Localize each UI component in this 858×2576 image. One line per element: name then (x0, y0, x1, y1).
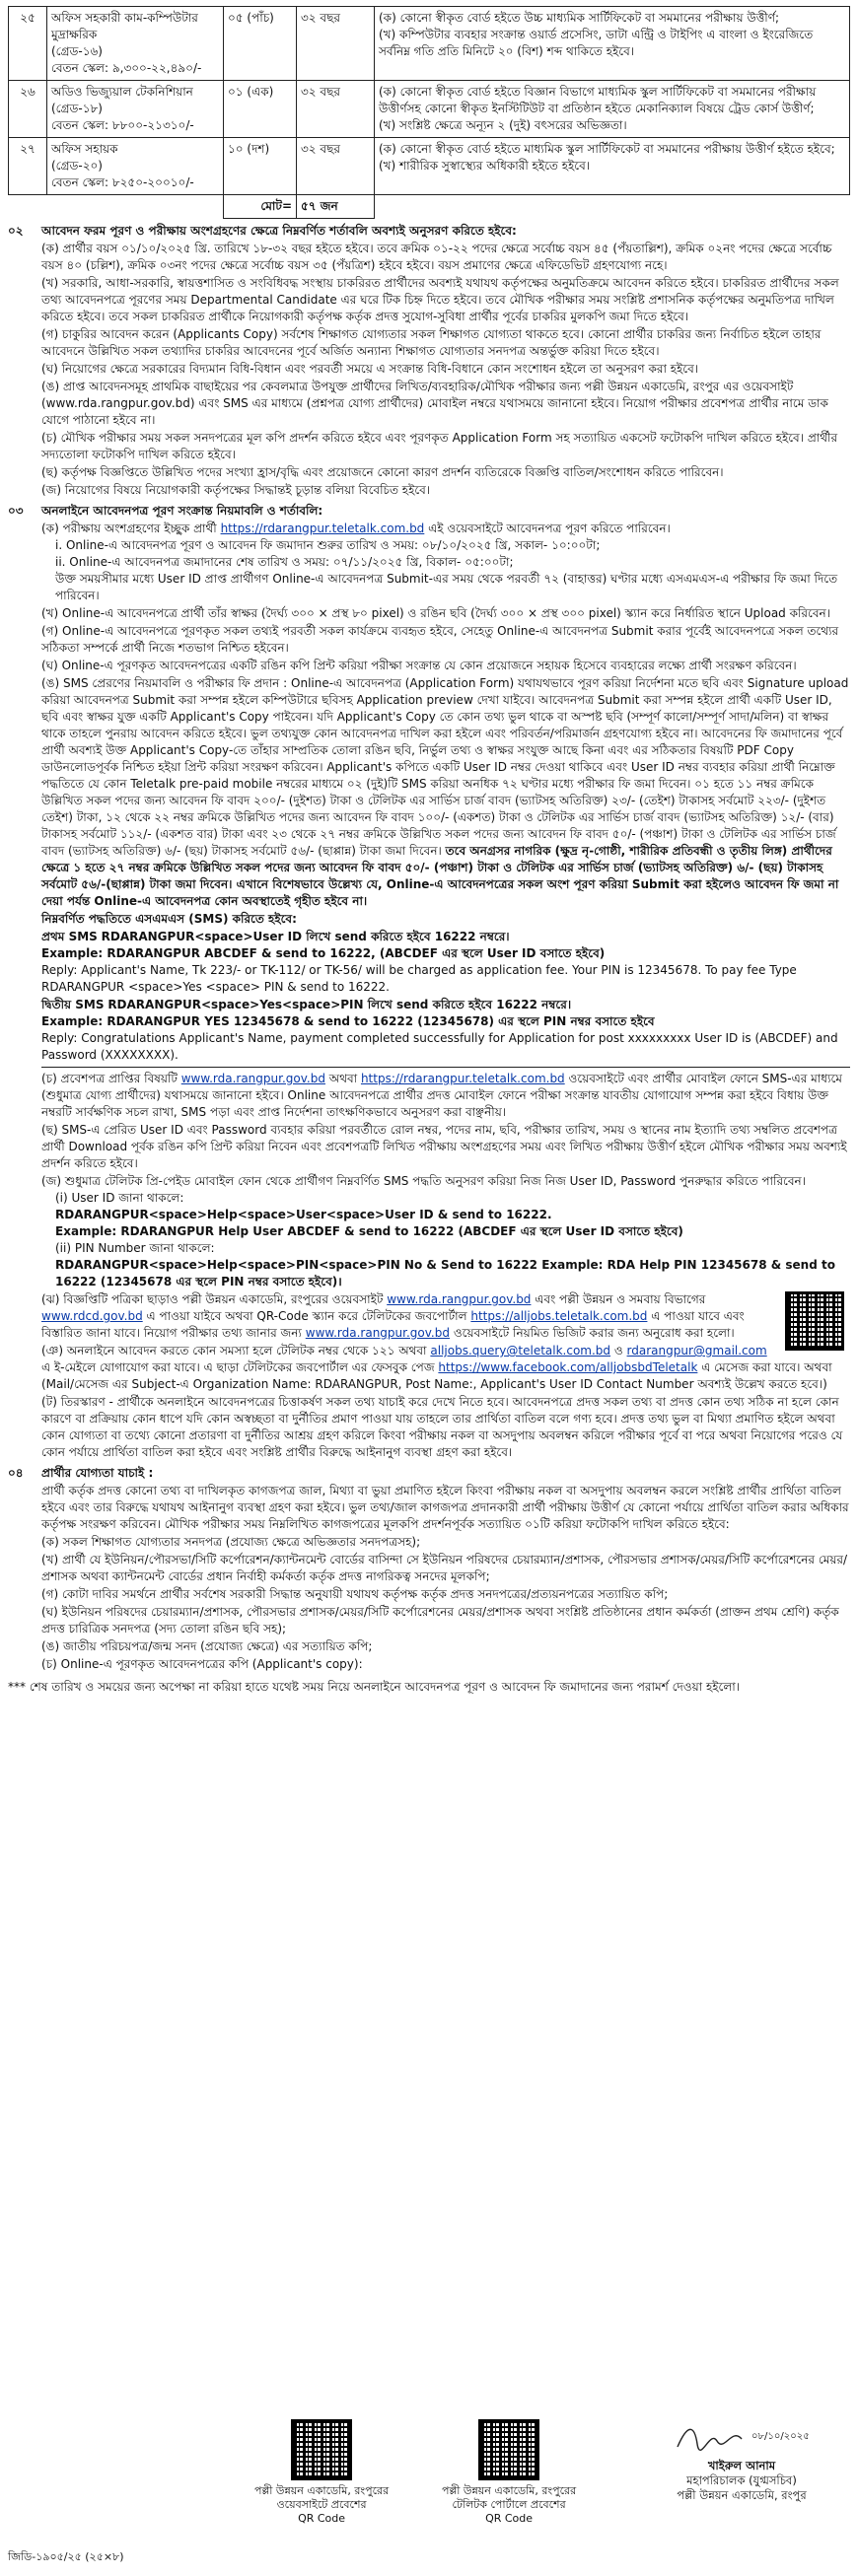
post-count: ১০ (দশ) (224, 138, 297, 195)
post-qualification (375, 7, 850, 81)
section-number: ০৩ (8, 504, 24, 518)
post-grade: (গ্রেড-১৬) (51, 44, 103, 58)
post-age: ৩২ বছর (297, 7, 375, 81)
list-item: (জ) শুধুমাত্র টেলিটক প্রি-পেইড মোবাইল ফোন থেকে প্রার্থীগণ নিম্নবর্ণিত SMS পদ্ধতি অনুসরণ করিয়া নিজ নিজ User ID, Password পুনরুদ্ধার করিতে পারিবেন। (i) User ID জানা থাকলে: RDARANGPUR<space>Help<space>User<space>User ID & send to 16222. Example: RDARANGPUR Help User ABCDEF & send to 16222 (ABCDEF এর স্থলে User ID বসাতে হইবে) (ii) PIN Number জানা থাকলে: RDARANGPUR<space>Help<space>PIN<space>PIN No & Send to 16222 Example: RDA Help PIN 12345678 & send to 16222 (12345678 এর স্থলে PIN নম্বর বসাতে হইবে)। (41, 1173, 850, 1290)
total-row (9, 195, 850, 219)
post-sl: ২৬ (9, 81, 47, 138)
teletalk-link[interactable]: https://rdarangpur.teletalk.com.bd (220, 522, 425, 535)
list-item: (ঙ) প্রাপ্ত আবেদনসমূহ প্রাথমিক বাছাইয়ের পর কেবলমাত্র উপযুক্ত প্রার্থীদের লিখিত/ব্যবহারিক/মৌখিক পরীক্ষার জন্য পল্লী উন্নয়ন একাডেমি, রংপুর এর ওয়েবসাইট (www.rda.rangpur.gov.bd) এবং SMS এর মাধ্যমে (প্রশ্নপত্র যোগ্য প্রার্থীদের) মোবাইল নম্বরে যথাসময়ে জানানো হইবে। নিয়োগ পরীক্ষার প্রবেশপত্র প্রার্থীর নামে ডাক যোগে পাঠানো হইবে না। (41, 380, 828, 427)
list-item: (চ) প্রবেশপত্র প্রাপ্তির বিষয়টি www.rda.rangpur.gov.bd অথবা https://rdarangpur.teletalk.com.bd ওয়েবসাইটে এবং প্রার্থীর মোবাইল ফোনে SMS-এর মাধ্যমে (শুধুমাত্র যোগ্য প্রার্থীদের) যথাসময়ে জানানো হইবে। Online আবেদনপত্রে প্রার্থীর প্রদত্ত মোবাইল ফোনে পরীক্ষা সংক্রান্ত যাবতীয় যোগাযোগ সম্পন্ন করা হইবে বিধায় উক্ত নম্বরটি সার্বক্ষণিক সচল রাখা, SMS পড়া এবং প্রাপ্ত নির্দেশনা তাৎক্ষণিকভাবে অনুসরণ করা বাঞ্ছনীয়। (41, 1072, 842, 1119)
list-item: (ঘ) ইউনিয়ন পরিষদের চেয়ারম্যান/প্রশাসক, পৌরসভার প্রশাসক/মেয়র/সিটি কর্পোরেশনের মেয়র/প্রশাসক অথবা সংশ্লিষ্ট প্রতিষ্ঠানের প্রধান কর্মকর্তা (প্রাক্তন প্রথম শ্রেণি) কর্তৃক প্রদত্ত চারিত্রিক সনদপত্র (সদ্য তোলা রঙিন ছবি সহ); (41, 1605, 839, 1636)
reference-number: জিডি-১৯০৫/২৫ (২৫×৮) (8, 2550, 124, 2563)
post-age: ৩২ বছর (297, 138, 375, 195)
table-row (9, 138, 850, 195)
rdcd-website-link[interactable]: www.rdcd.gov.bd (41, 1309, 143, 1323)
list-item: (ক) পরীক্ষায় অংশগ্রহণের ইচ্ছুক প্রার্থী https://rdarangpur.teletalk.com.bd এই ওয়েবসাইটে আবেদনপত্র পূরণ করিতে পারিবেন। i. Online-এ আবেদনপত্র পূরণ ও আবেদন ফি জমাদান শুরুর তারিখ ও সময়: ০৮/১০/২০২৫ খ্রি, সকাল- ১০:০০টা; ii. Online-এ আবেদনপত্র জমাদানের শেষ তারিখ ও সময়: ০৭/১১/২০২৫ খ্রি, বিকাল- ০৫:০০টা; উক্ত সময়সীমার মধ্যে User ID প্রাপ্ত প্রার্থীগণ Online-এ আবেদনপত্র Submit-এর সময় থেকে পরবর্তী ৭২ (বাহাত্তর) ঘণ্টার মধ্যে এসএমএস-এ পরীক্ষার ফি জমা দিতে পারিবেন। (41, 521, 850, 604)
teletalk-link[interactable]: https://rdarangpur.teletalk.com.bd (360, 1072, 565, 1085)
post-count: ০৫ (পাঁচ) (224, 7, 297, 81)
facebook-link[interactable]: https://www.facebook.com/alljobsbdTeletalk (438, 1360, 698, 1374)
table-row (9, 7, 850, 81)
list-item: (ক) প্রার্থীর বয়স ০১/১০/২০২৫ খ্রি. তারিখে ১৮-৩২ বছর হইতে হইবে। তবে ক্রমিক ০১-২২ পদের ক্ষেত্রে সর্বোচ্চ বয়স ৪৫ (পঁয়তাল্লিশ), ক্রমিক ০২নং পদের ক্ষেত্রে সর্বোচ্চ বয়স ৪০ (চল্লিশ), ক্রমিক ০৩নং পদের ক্ষেত্রে সর্বোচ্চ বয়স ৩৫ (পঁয়ত্রিশ) হইবে হইবে। বয়স প্রমাণের ক্ষেত্রে এফিডেভিট গ্রহণযোগ্য নহে। (41, 242, 832, 272)
list-item: (ঘ) নিয়োগের ক্ষেত্রে সরকারের বিদ্যমান বিধি-বিধান এবং পরবর্তী সময়ে এ সংক্রান্ত বিধি-বিধানে কোন সংশোধন হইলে তা অনুসরণ করা হইবে। (41, 362, 699, 376)
list-item: (খ) সরকারি, আধা-সরকারি, স্বায়ত্তশাসিত ও সংবিধিবদ্ধ সংস্থায় চাকরিরত প্রার্থীদের অবশ্যই যথাযথ কর্তৃপক্ষের অনুমতিক্রমে আবেদন করিতে হইবে। চাকরিরত প্রার্থীদের সকল তথ্য আবেদনপত্রে পূরণের সময় Departmental Candidate এর ঘরে টিক চিহ্ন দিতে হইবে। তবে মৌখিক পরীক্ষার সময় সংশ্লিষ্ট প্রশাসনিক কর্তৃপক্ষের অনুমতিপত্র দাখিল করিতে হইবে। তবে সকল চাকরিরত প্রার্থীকে নিয়োগকারী কর্তৃপক্ষ কর্তৃক প্রদত্ত সুযোগ-সুবিধা প্রার্থীর পূর্বের চাকরির মুলকপি জমা দিতে হইবে। (41, 276, 839, 323)
post-title-cell (47, 81, 224, 138)
final-note: *** শেষ তারিখ ও সময়ের জন্য অপেক্ষা না করিয়া হাতে যথেষ্ট সময় নিয়ে অনলাইনে আবেদনপত্র পূরণ ও আবেদন ফি জমাদানের জন্য পরামর্শ দেওয়া হইলো। (8, 1680, 741, 1694)
qr-website-block: পল্লী উন্নয়ন একাডেমি, রংপুরের ওয়েবসাইটে প্রবেশের QR Code (254, 2419, 389, 2526)
post-title-cell (47, 138, 224, 195)
post-pay: বেতন স্কেল: ৮৮০০-২১৩১০/- (51, 118, 194, 132)
qual-item: (ক) কোনো স্বীকৃত বোর্ড হইতে বিজ্ঞান বিভাগে মাধ্যমিক স্কুল সার্টিফিকেট বা সমমানের পরীক্ষায় উত্তীর্ণসহ কোনো স্বীকৃত ইনস্টিটিউট বা প্রতিষ্ঠান হইতে মেকানিক্যাল বিষয়ে ট্রেড কোর্স উত্তীর্ণ; (379, 85, 817, 115)
list-item: (খ) Online-এ আবেদনপত্রে প্রার্থী তাঁর স্বাক্ষর (দৈর্ঘ্য ৩০০ × প্রস্থ ৮০ pixel) ও রঙিন ছবি (দৈর্ঘ্য ৩০০ × প্রস্থ ৩০০ pixel) স্ক্যান করে নির্ধারিত স্থানে Upload করিবেন। (41, 606, 830, 620)
rda-website-link[interactable]: www.rda.rangpur.gov.bd (180, 1072, 325, 1085)
qual-item: (খ) শারীরিক সুস্বাস্থ্যের অধিকারী হইতে হইবে। (379, 159, 591, 173)
section-eligibility (8, 1465, 850, 1673)
list-item: (ট) তিরস্কারণ - প্রার্থীকে অনলাইনে আবেদনপত্রের চিত্তাকর্ষণ সকল তথ্য যাচাই করে দেখে নিতে হবে। আবেদনপত্রে প্রদত্ত সকল তথ্য বা প্রদত্ত কোন তথ্য সঠিক না হলে কোন কারণে বা প্রক্রিয়ায় কোন ধাপে যদি কোন অস্বচ্ছতা বা দুর্নীতির প্রমাণ পাওয়া যায় তাহলে তার প্রার্থিতা বাতিল বলে গণ্য হবে। প্রদত্ত তথ্য ভুল বা মিথ্যা প্রমাণিত হইলে অথবা কোন যোগ্যতা বা তথ্যে কোনো প্রতারণা বা দুর্নীতির আশ্রয় গ্রহণ করিলে কিংবা পরীক্ষায় নকল বা অসদুপায় অবলম্বন করিলে পরীক্ষার পূর্বে বা পরে অথবা নিয়োগের পরেও যে কোন পর্যায়ে প্রার্থিতা বাতিল করা হইবে এবং সংশ্লিষ্ট প্রার্থীর বিরুদ্ধে আইনানুগ ব্যবস্থা গ্রহণ করা হইবে। (41, 1395, 843, 1459)
signature-date: ০৮/১০/২০২৫ (751, 2431, 810, 2442)
list-item: (ছ) SMS-এ প্রেরিত User ID এবং Password ব্যবহার করিয়া পরবর্তীতে রোল নম্বর, পদের নাম, ছবি, পরীক্ষার তারিখ, সময় ও স্থানের নাম ইত্যাদি তথ্য সম্বলিত প্রবেশপত্র প্রার্থী Download পূর্বক রঙিন কপি প্রিন্ট করিয়া নিবেন এবং প্রবেশপত্রটি লিখিত পরীক্ষায় অংশগ্রহণের সময় এবং লিখিত পরীক্ষায় উত্তীর্ণ হইলে মৌখিক পরীক্ষার সময় অবশ্যই প্রদর্শন করিতে হইবে। (41, 1123, 847, 1170)
signature-icon (673, 2419, 761, 2455)
section-heading: আবেদন ফরম পূরণ ও পরীক্ষায় অংশগ্রহণের ক্ষেত্রে নিম্নবর্ণিত শর্তাবলি অবশ্যই অনুসরণ করিতে হইবে: (41, 224, 517, 238)
section-online-application (8, 503, 850, 1461)
post-sl: ২৭ (9, 138, 47, 195)
sms-first: প্রথম SMS RDARANGPUR<space>User ID লিখে send করিতে হইবে 16222 নম্বরে। Example: RDARANGPUR ABCDEF & send to 16222, (ABCDEF এর স্থলে User ID বসাতে হইবে) Reply: Applicant's Name, Tk 223/- or TK-112/ or TK-56/ will be charged as application fee. Your PIN is 12345678. To pay fee Type RDARANGPUR <space>Yes <space> PIN & send to 16222. (41, 930, 797, 994)
post-qualification (375, 138, 850, 195)
sms-title: নিম্নবর্ণিত পদ্ধতিতে এসএমএস (SMS) করিতে হইবে: (41, 912, 297, 926)
posts-table (8, 6, 850, 219)
total-label: মোট= (224, 195, 297, 219)
table-row (9, 81, 850, 138)
qr-code-icon (291, 2419, 352, 2480)
post-grade: (গ্রেড-২০) (51, 159, 103, 173)
post-title: অডিও ভিজ্যুয়াল টেকনিশিয়ান (51, 85, 193, 99)
signatory-name: খাইরুল আনাম (707, 2459, 776, 2472)
alljobs-link[interactable]: https://alljobs.teletalk.com.bd (470, 1309, 648, 1323)
post-pay: বেতন স্কেল: ৮২৫০-২০০১০/- (51, 175, 194, 189)
post-title-cell (47, 7, 224, 81)
section-number: ০৪ (8, 1466, 24, 1480)
start-date: i. Online-এ আবেদনপত্র পূরণ ও আবেদন ফি জমাদান শুরুর তারিখ ও সময়: ০৮/১০/২০২৫ খ্রি, সকাল- ১০:০০টা; (55, 538, 601, 552)
list-item: (জ) নিয়োগের বিষয়ে নিয়োগকারী কর্তৃপক্ষের সিদ্ধান্তই চূড়ান্ত বলিয়া বিবেচিত হইবে। (41, 483, 431, 497)
post-grade: (গ্রেড-১৮) (51, 102, 103, 115)
list-item: (ছ) কর্তৃপক্ষ বিজ্ঞপ্তিতে উল্লিখিত পদের সংখ্যা হ্রাস/বৃদ্ধি এবং প্রয়োজনে কোনো কারণ প্রদর্শন ব্যতিরেকে বিজ্ঞপ্তি বাতিল/সংশোধন করিতে পারিবেন। (41, 465, 724, 479)
post-pay: বেতন স্কেল: ৯,৩০০-২২,৪৯০/- (51, 61, 202, 75)
rda-website-link[interactable]: www.rda.rangpur.gov.bd (387, 1292, 532, 1306)
qual-item: (ক) কোনো স্বীকৃত বোর্ড হইতে উচ্চ মাধ্যমিক সার্টিফিকেট বা সমমানের পরীক্ষায় উত্তীর্ণ; (379, 11, 780, 25)
signatory-title: মহাপরিচালক (যুগ্মসচিব) (686, 2473, 797, 2487)
list-item: (গ) চাকুরির আবেদন করেন (Applicants Copy) সর্বশেষ শিক্ষাগত যোগ্যতার সকল শিক্ষাগত যোগ্যতা থাকতে হবে। কোনো প্রার্থীর চাকরির জন্য নির্বাচিত হইলে তাহার আবেদনে উল্লিখিত সকল তথ্যাদির চাকরির আবেদনের পূর্বে অর্জিত অন্যান্য শিক্ষাগত যোগ্যতার সনদপত্র অন্তর্ভুক্ত করিয়া দিতে হইবে। (41, 327, 822, 358)
list-item: (ক) সকল শিক্ষাগত যোগ্যতার সনদপত্র (প্রযোজ্য ক্ষেত্রে অভিজ্ঞতার সনদপত্রসহ); (41, 1535, 421, 1549)
sms-second: দ্বিতীয় SMS RDARANGPUR<space>Yes<space>PIN লিখে send করিতে হইবে 16222 নম্বরে। Example: RDARANGPUR YES 12345678 & send to 16222 (12345678) এর স্থলে PIN নম্বর বসাতে হইবে Reply: Congratulations Applicant's Name, payment completed successfully for Application for post xxxxxxxxx User ID is (ABCDEF) and Password (XXXXXXXX). (41, 998, 838, 1062)
list-item: (গ) কোটা দাবির সমর্থনে প্রার্থীর সর্বশেষ সরকারী সিদ্ধান্ত অনুযায়ী যথাযথ কর্তৃপক্ষ কর্তৃক প্রদত্ত সনদপত্রের/প্রত্যয়নপত্রের সত্যায়িত কপি; (41, 1587, 669, 1601)
post-qualification (375, 81, 850, 138)
post-title: অফিস সহায়ক (51, 142, 118, 156)
signatory-org: পল্লী উন্নয়ন একাডেমি, রংপুর (677, 2488, 807, 2502)
qr-code-icon (785, 1291, 844, 1351)
qual-item: (খ) কম্পিউটার ব্যবহার সংক্রান্ত ওয়ার্ড প্রসেসিং, ডাটা এন্ট্রি ও টাইপিং এ বাংলা ও ইংরেজিতে সর্বনিম্ন গতি প্রতি মিনিটে ২০ (বিশ) শব্দ থাকিতে হইবে। (379, 28, 814, 58)
qr-teletalk-block: পল্লী উন্নয়ন একাডেমি, রংপুরের টেলিটক পোর্টালে প্রবেশের QR Code (442, 2419, 576, 2526)
total-value: ৫৭ জন (297, 195, 375, 219)
post-title: অফিস সহকারী কাম-কম্পিউটার মুদ্রাক্ষরিক (51, 11, 198, 41)
help-user-command: RDARANGPUR<space>Help<space>User<space>User ID & send to 16222. (55, 1208, 552, 1221)
qual-item: (ক) কোনো স্বীকৃত বোর্ড হইতে মাধ্যমিক স্কুল সার্টিফিকেট বা সমমানের পরীক্ষায় উত্তীর্ণ হইতে হইবে; (379, 142, 835, 156)
help-pin-command: RDARANGPUR<space>Help<space>PIN<space>PIN No & Send to 16222 Example: RDA Help PIN 12345678 & send to 16222 (12345678 এর স্থলে PIN নম্বর বসাতে হইবে)। (55, 1258, 835, 1288)
query-email-link[interactable]: alljobs.query@teletalk.com.bd (430, 1344, 611, 1358)
post-count: ০১ (এক) (224, 81, 297, 138)
section-heading: প্রার্থীর যোগ্যতা যাচাই : (41, 1466, 154, 1480)
signature-block (633, 2419, 850, 2503)
post-age: ৩২ বছর (297, 81, 375, 138)
section-number: ০২ (8, 224, 24, 238)
list-item: (ঝ) বিজ্ঞপ্তিটি পত্রিকা ছাড়াও পল্লী উন্নয়ন একাডেমি, রংপুরের ওয়েবসাইট www.rda.rangpur.gov.bd এবং পল্লী উন্নয়ন ও সমবায় বিভাগের www.rdcd.gov.bd এ পাওয়া যাইবে অথবা QR-Code স্ক্যান করে টেলিটকের জবপোর্টাল https://alljobs.teletalk.com.bd এ পাওয়া যাবে এবং বিস্তারিত জানা যাবে। নিয়োগ পরীক্ষার তথ্য জানার জন্য www.rda.rangpur.gov.bd ওয়েবসাইটে নিয়মিত ভিজিট করার জন্য অনুরোধ করা হলো। (41, 1291, 850, 1342)
section-intro: প্রার্থী কর্তৃক প্রদত্ত কোনো তথ্য বা দাখিলকৃত কাগজপত্র জাল, মিথ্যা বা ভুয়া প্রমাণিত হইলে কিংবা পরীক্ষায় নকল বা অসদুপায় অবলম্বন করলে সংশ্লিষ্ট প্রার্থীর প্রার্থিতা বাতিল হইবে এবং তার বিরুদ্ধে যথাযথ আইনানুগ ব্যবস্থা গ্রহণ করা হইবে। ভুল তথ্য/জাল কাগজপত্র প্রদানকারী প্রার্থী পরীক্ষায় উত্তীর্ণ যে কোনো পর্যায়ে প্রার্থিতা বাতিল করার অধিকার কর্তৃপক্ষ সংরক্ষণ করিবেন। মৌখিক পরীক্ষার সময় নিম্নলিখিত কাগজপত্রের মূলকপি প্রদর্শনপূর্বক সত্যায়িত ০১টি করিয়া ফটোকপি দাখিল করিতে হইবে: (41, 1484, 849, 1531)
fee-note: উক্ত সময়সীমার মধ্যে User ID প্রাপ্ত প্রার্থীগণ Online-এ আবেদনপত্র Submit-এর সময় থেকে পরবর্তী ৭২ (বাহাত্তর) ঘণ্টার মধ্যে এসএমএস-এ পরীক্ষার ফি জমা দিতে পারিবেন। (55, 572, 838, 602)
list-item: (ঙ) SMS প্রেরণের নিয়মাবলি ও পরীক্ষার ফি প্রদান : Online-এ আবেদনপত্র (Application Form) যথাযথভাবে পূরণ করিয়া নির্দেশনা মতে ছবি এবং Signature upload করিয়া আবেদনপত্র Submit করা সম্পন্ন হইলে কম্পিউটারে ছবিসহ Application preview দেখা যাইবে। আবেদনপত্র Submit করা সম্পন্ন হইলে প্রার্থী একটি User ID, ছবি এবং স্বাক্ষর যুক্ত একটি Applicant's Copy পাইবেন। যদি Applicant's Copy তে কোন তথ্য ভুল থাকে বা অস্পষ্ট ছবি (সম্পূর্ণ কালো/সম্পূর্ণ সাদা/মলিন) বা স্বাক্ষর থাকে তাহলে পুনরায় আবেদন করিতে হইবে। ভুল তথ্যযুক্ত কোন আবেদনপত্র দাখিল করা হইলে এবং পরিবর্তন/পরিমার্জন গ্রহণযোগ্য হইবে না। আবেদনের ফি জমাদানের পূর্বে প্রার্থী অবশ্যই উক্ত Applicant's Copy-তে তাঁহার সাম্প্রতিক তোলা রঙিন ছবি, নির্ভুল তথ্য ও স্বাক্ষর সংযুক্ত আছে কিনা এবং এর সঠিকতার বিষয়টি PDF Copy ডাউনলোডপূর্বক নিশ্চিত হইয়া প্রিন্ট করিয়া সংরক্ষণ করিবেন। Applicant's কপিতে একটি User ID নম্বর দেওয়া থাকিবে এবং User ID নম্বর ব্যবহার করিয়া প্রার্থী নিম্নোক্ত পদ্ধতিতে যে কোন Teletalk pre-paid mobile নম্বরের মাধ্যমে ০২ (দুই)টি SMS করিয়া অনধিক ৭২ ঘণ্টার মধ্যে পরীক্ষার ফি জমা দিবেন। ০১ হতে ১১ নম্বর ক্রমিকে উল্লিখিত সকল পদের জন্য আবেদন ফি বাবদ ২০০/- (দুইশত) টাকা ও টেলিটক এর সার্ভিস চার্জ বাবদ (ভ্যাটসহ অতিরিক্ত) ২৩/- (তেইশ) টাকাসহ সর্বমোট ২২৩/- (দুইশত তেইশ) টাকা, ১২ থেকে ২২ নম্বর ক্রমিকে উল্লিখিত পদের জন্য আবেদন ফি বাবদ ১০০/- (একশত) টাকা ও টেলিটক এর সার্ভিস চার্জ বাবদ (ভ্যাটসহ অতিরিক্ত) ১২/- (বার) টাকাসহ সর্বমোট ১১২/- (একশত বার) টাকা এবং ২৩ থেকে ২৭ নম্বর ক্রমিকে উল্লিখিত সকল পদের জন্য আবেদন ফি বাবদ ৫০/- (পঞ্চাশ) টাকা ও টেলিটক এর সার্ভিস চার্জ বাবদ (ভ্যাটসহ অতিরিক্ত) ৬/- (ছয়) টাকাসহ সর্বমোট ৫৬/- (ছাপ্পান্ন) টাকা জমা দিবেন। তবে অনগ্রসর নাগরিক (ক্ষুদ্র নৃ-গোষ্ঠী, শারীরিক প্রতিবন্ধী ও তৃতীয় লিঙ্গ) প্রার্থীদের ক্ষেত্রে ১ হতে ২৭ নম্বর ক্রমিকে উল্লিখিত সকল পদের জন্য আবেদন ফি বাবদ ৫০/- (পঞ্চাশ) টাকা ও টেলিটক এর সার্ভিস চার্জ (ভ্যাটসহ অতিরিক্ত) ৬/- (ছয়) টাকাসহ সর্বমোট ৫৬/-(ছাপ্পান্ন) টাকা জমা দিবেন। এখানে বিশেষভাবে উল্লেখ্য যে, Online-এ আবেদনপত্রের সকল অংশ পূরণ করিয়া Submit করা হইলেও আবেদন ফি জমা না দেয়া পর্যন্ত Online-এ আবেদনপত্র কোন অবস্থাতেই গৃহীত হইবে না। (41, 676, 849, 908)
list-item: (চ) মৌখিক পরীক্ষার সময় সকল সনদপত্রের মূল কপি প্রদর্শন করিতে হইবে এবং পূরণকৃত Application Form সহ সত্যায়িত একসেট ফটোকপি দাখিল করিতে হইবে। প্রার্থীর সদ্যতোলা ফটোকপি দাখিল করিতে হইবে। (41, 431, 838, 461)
end-date: ii. Online-এ আবেদনপত্র জমাদানের শেষ তারিখ ও সময়: ০৭/১১/২০২৫ খ্রি, বিকাল- ০৫:০০টা; (55, 555, 514, 569)
list-item: (ঞ) অনলাইনে আবেদন করতে কোন সমস্যা হলে টেলিটক নম্বর থেকে ১২১ অথবা alljobs.query@teletalk.com.bd ও rdarangpur@gmail.com এ ই-মেইলে যোগাযোগ করা যাবে। এ ছাড়া টেলিটকের জবপোর্টাল এর ফেসবুক পেজ https://www.facebook.com/alljobsbdTeletalk এ মেসেজ করা যাবে। অথবা (Mail/মেসেজ এর Subject-এ Organization Name: RDARANGPUR, Post Name:, Applicant's User ID Contact Number অবশ্যই উল্লেখ করতে হবে।) (41, 1344, 832, 1391)
fee-warning: তবে অনগ্রসর নাগরিক (ক্ষুদ্র নৃ-গোষ্ঠী, শারীরিক প্রতিবন্ধী ও তৃতীয় লিঙ্গ) প্রার্থীদের ক্ষেত্রে ১ হতে ২৭ নম্বর ক্রমিকে উল্লিখিত সকল পদের জন্য আবেদন ফি বাবদ ৫০/- (পঞ্চাশ) টাকা ও টেলিটক এর সার্ভিস চার্জ (ভ্যাটসহ অতিরিক্ত) ৬/- (ছয়) টাকাসহ সর্বমোট ৫৬/-(ছাপ্পান্ন) টাকা জমা দিবেন। এখানে বিশেষভাবে উল্লেখ্য যে, Online-এ আবেদনপত্রের সকল অংশ পূরণ করিয়া Submit করা হইলেও আবেদন ফি জমা না দেয়া পর্যন্ত Online-এ আবেদনপত্র কোন অবস্থাতেই গৃহীত হইবে না। (41, 844, 839, 908)
qr-code-icon (478, 2419, 539, 2480)
section-heading: অনলাইনে আবেদনপত্র পূরণ সংক্রান্ত নিয়মাবলি ও শর্তাবলি: (41, 504, 323, 518)
post-sl: ২৫ (9, 7, 47, 81)
list-item: (ঙ) জাতীয় পরিচয়পত্র/জন্ম সনদ (প্রযোজ্য ক্ষেত্রে) এর সত্যায়িত কপি; (41, 1639, 373, 1653)
list-item: (ঘ) Online-এ পূরণকৃত আবেদনপত্রের একটি রঙিন কপি প্রিন্ট করিয়া পরীক্ষা সংক্রান্ত যে কোন প্রয়োজনে সহায়ক হিসেবে ব্যবহারের লক্ষ্যে প্রার্থী সংরক্ষণ করিবেন। (41, 659, 797, 672)
list-item: (গ) Online-এ আবেদনপত্রে পূরণকৃত সকল তথ্যই পরবর্তী সকল কার্যক্রমে ব্যবহৃত হইবে, সেহেতু Online-এ আবেদনপত্র Submit করার পূর্বেই আবেদনপত্রে সকল তথ্যের সঠিকতা সম্পর্কে প্রার্থী নিজে শতভাগ নিশ্চিত হইবেন। (41, 624, 839, 655)
qual-item: (খ) সংশ্লিষ্ট ক্ষেত্রে অন্যূন ২ (দুই) বৎসরের অভিজ্ঞতা। (379, 118, 627, 132)
job-circular-page (8, 6, 850, 2569)
rda-email-link[interactable]: rdarangpur@gmail.com (626, 1344, 767, 1358)
list-item: (খ) প্রার্থী যে ইউনিয়ন/পৌরসভা/সিটি কর্পোরেশন/ক্যান্টনমেন্ট বোর্ডের বাসিন্দা সে ইউনিয়ন পরিষদের চেয়ারম্যান/প্রশাসক, পৌরসভার প্রশাসক/মেয়র/সিটি কর্পোরেশনের মেয়র/প্রশাসক অথবা ক্যান্টনমেন্ট বোর্ডের প্রধান নির্বাহী কর্মকর্তা কর্তৃক প্রদত্ত নাগরিকত্ব সনদের মূলকপি; (41, 1553, 848, 1583)
rda-website-link[interactable]: www.rda.rangpur.gov.bd (305, 1326, 450, 1340)
section-conditions (8, 223, 850, 499)
list-item: (চ) Online-এ পূরণকৃত আবেদনপত্রের কপি (Applicant's copy): (41, 1657, 363, 1671)
footer (8, 2419, 850, 2567)
